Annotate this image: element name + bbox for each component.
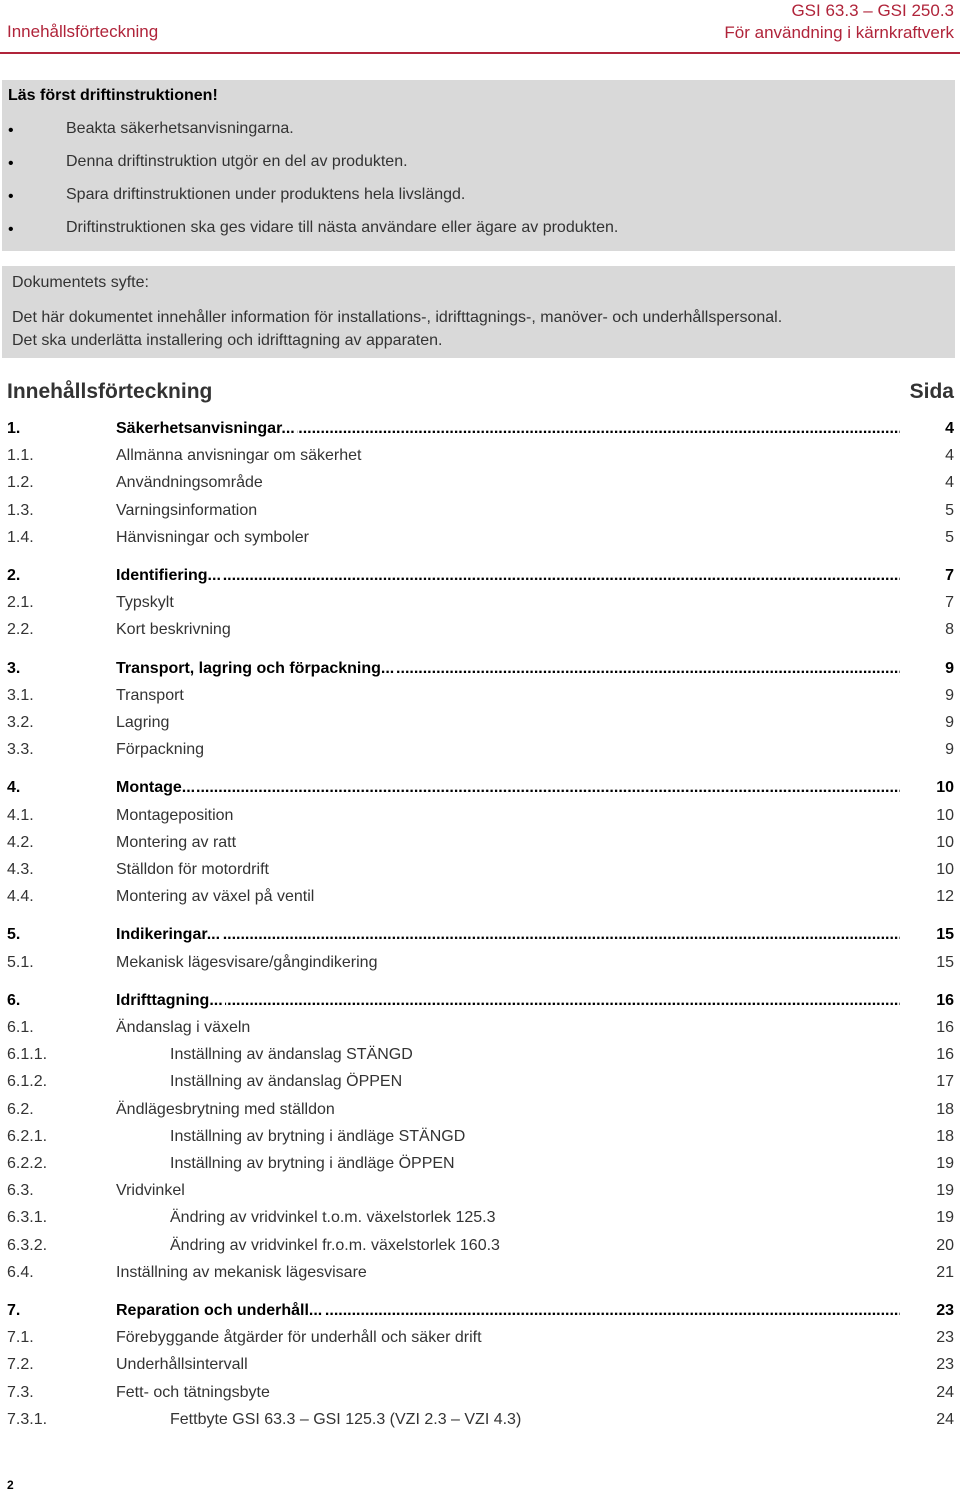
- toc-entry-page: 19: [936, 1182, 954, 1199]
- toc-entry-label: Montage...: [116, 779, 196, 796]
- toc-entry-page: 7: [945, 594, 954, 611]
- toc-entry-number: 5.1.: [7, 954, 34, 971]
- toc-entry-label: Inställning av ändanslag STÄNGD: [170, 1046, 413, 1063]
- toc-entry-label: Ändlägesbrytning med ställdon: [116, 1101, 335, 1118]
- toc-chapter-row[interactable]: [0, 926, 960, 950]
- toc-entry-row[interactable]: [0, 954, 960, 978]
- toc-entry-row[interactable]: [0, 1101, 960, 1125]
- toc-entry-label: Typskylt: [116, 594, 174, 611]
- toc-entry-label: Reparation och underhåll...: [116, 1302, 323, 1319]
- toc-chapter-row[interactable]: [0, 420, 960, 444]
- purpose-title: Dokumentets syfte:: [12, 274, 149, 291]
- toc-entry-number: 7.1.: [7, 1329, 34, 1346]
- toc-entry-number: 2.: [7, 567, 21, 584]
- read-first-notice: Läs först driftinstruktionen! • Beakta säkerhetsanvisningarna. • Denna driftinstruktion utgör en del av produkten. • Spara driftinstruktionen under produktens hela livslängd. • Driftinstruktionen ska ges vidare till nästa användare eller ägare av produkten.: [2, 80, 955, 251]
- toc-entry-page: 24: [936, 1411, 954, 1428]
- toc-entry-label: Inställning av ändanslag ÖPPEN: [170, 1073, 403, 1090]
- toc-entry-label: Kort beskrivning: [116, 621, 231, 638]
- header-product-info: [724, 0, 954, 44]
- toc-entry-label: Underhållsintervall: [116, 1356, 248, 1373]
- toc-entry-label: Inställning av brytning i ändläge ÖPPEN: [170, 1155, 455, 1172]
- toc-chapter-row[interactable]: [0, 567, 960, 591]
- toc-entry-row[interactable]: [0, 621, 960, 645]
- toc-entry-number: 1.1.: [7, 447, 34, 464]
- bullet-icon: •: [8, 155, 14, 172]
- toc-entry-number: 6.2.2.: [7, 1155, 48, 1172]
- toc-chapter-row[interactable]: [0, 992, 960, 1016]
- notice-title: Läs först driftinstruktionen!: [8, 87, 218, 104]
- toc-entry-label: Montageposition: [116, 807, 234, 824]
- toc-entry-label: Förpackning: [116, 741, 205, 758]
- toc-entry-page: 21: [936, 1264, 954, 1281]
- toc-entry-row[interactable]: [0, 474, 960, 498]
- toc-entry-page: 10: [936, 807, 954, 824]
- toc-entry-number: 7.: [7, 1302, 21, 1319]
- toc-entry-label: Inställning av mekanisk lägesvisare: [116, 1264, 367, 1281]
- toc-entry-page: 15: [936, 926, 954, 943]
- toc-entry-label: Vridvinkel: [116, 1182, 185, 1199]
- toc-entry-page: 20: [936, 1237, 954, 1254]
- toc-entry-label: Montering av ratt: [116, 834, 237, 851]
- toc-entry-row[interactable]: [0, 1384, 960, 1408]
- toc-entry-number: 6.: [7, 992, 21, 1009]
- toc-entry-number: 2.1.: [7, 594, 34, 611]
- page-header: [0, 0, 960, 56]
- toc-entry-label: Säkerhetsanvisningar...: [116, 420, 295, 437]
- toc-chapter-row[interactable]: [0, 779, 960, 803]
- toc-entry-number: 6.1.2.: [7, 1073, 48, 1090]
- toc-entry-number: 1.4.: [7, 529, 34, 546]
- toc-entry-label: Fettbyte GSI 63.3 – GSI 125.3 (VZI 2.3 – VZI 4.3): [170, 1411, 522, 1428]
- toc-entry-label: Varningsinformation: [116, 502, 258, 519]
- toc-entry-label: Hänvisningar och symboler: [116, 529, 309, 546]
- header-application: För användning i kärnkraftverk: [724, 23, 954, 42]
- toc-entry-page: 19: [936, 1155, 954, 1172]
- toc-entry-row[interactable]: [0, 807, 960, 831]
- toc-leader-dots: [116, 926, 900, 944]
- toc-entry-page: 23: [936, 1356, 954, 1373]
- toc-entry-number: 4.2.: [7, 834, 34, 851]
- toc-entry-page: 9: [945, 687, 954, 704]
- toc-entry-page: 18: [936, 1128, 954, 1145]
- toc-entry-label: Ställdon för motordrift: [116, 861, 269, 878]
- toc-entry-page: 8: [945, 621, 954, 638]
- toc-entry-number: 1.3.: [7, 502, 34, 519]
- toc-entry-page: 4: [945, 420, 954, 437]
- toc-entry-page: 10: [936, 779, 954, 796]
- toc-entry-label: Inställning av brytning i ändläge STÄNGD: [170, 1128, 466, 1145]
- toc-leader-dots: [116, 779, 900, 797]
- toc-chapter-row[interactable]: [0, 1302, 960, 1326]
- toc-entry-page: 12: [936, 888, 954, 905]
- toc-entry-row[interactable]: [0, 741, 960, 765]
- toc-entry-number: 1.2.: [7, 474, 34, 491]
- toc-entry-number: 4.3.: [7, 861, 34, 878]
- toc-entry-number: 6.2.1.: [7, 1128, 48, 1145]
- toc-entry-row[interactable]: [0, 529, 960, 553]
- toc-entry-number: 3.3.: [7, 741, 34, 758]
- toc-chapter-row[interactable]: [0, 660, 960, 684]
- toc-entry-page: 4: [945, 447, 954, 464]
- toc-entry-number: 5.: [7, 926, 21, 943]
- toc-entry-label: Transport: [116, 687, 184, 704]
- toc-entry-number: 4.4.: [7, 888, 34, 905]
- bullet-icon: •: [8, 188, 14, 205]
- toc-entry-label: Förebyggande åtgärder för underhåll och säker drift: [116, 1329, 482, 1346]
- toc-leader-dots: [116, 567, 900, 585]
- toc-entry-number: 6.1.: [7, 1019, 34, 1036]
- bullet-icon: •: [8, 122, 14, 139]
- toc-entry-row[interactable]: [0, 1128, 960, 1152]
- toc-entry-number: 4.: [7, 779, 21, 796]
- toc-entry-label: Ändring av vridvinkel t.o.m. växelstorlek 125.3: [170, 1209, 496, 1226]
- toc-entry-label: Användningsområde: [116, 474, 263, 491]
- toc-entry-number: 6.1.1.: [7, 1046, 48, 1063]
- toc-entry-page: 23: [936, 1329, 954, 1346]
- toc-heading: [7, 380, 954, 404]
- toc-entry-number: 6.2.: [7, 1101, 34, 1118]
- toc-entry-label: Lagring: [116, 714, 170, 731]
- toc-entry-row[interactable]: [0, 1046, 960, 1070]
- toc-entry-number: 6.3.1.: [7, 1209, 48, 1226]
- toc-entry-row[interactable]: [0, 1019, 960, 1043]
- toc-entry-row[interactable]: [0, 1073, 960, 1097]
- toc-entry-row[interactable]: [0, 447, 960, 471]
- toc-entry-label: Ändring av vridvinkel fr.o.m. växelstorlek 160.3: [170, 1237, 500, 1254]
- toc-entry-page: 19: [936, 1209, 954, 1226]
- toc-entry-number: 3.2.: [7, 714, 34, 731]
- toc-entry-label: Fett- och tätningsbyte: [116, 1384, 270, 1401]
- toc-title: Innehållsförteckning: [7, 380, 213, 403]
- toc-entry-row[interactable]: [0, 1264, 960, 1288]
- toc-entry-page: 18: [936, 1101, 954, 1118]
- toc-entry-label: Ändanslag i växeln: [116, 1019, 251, 1036]
- purpose-text: Det här dokumentet innehåller information för installations-, idrifttagnings-, manöver- och underhållspersonal. Det ska underlätta installering och idrifttagning av apparaten.: [12, 309, 783, 349]
- toc-entry-page: 24: [936, 1384, 954, 1401]
- toc-entry-row[interactable]: [0, 861, 960, 885]
- toc-entry-number: 1.: [7, 420, 21, 437]
- toc-entry-label: Montering av växel på ventil: [116, 888, 315, 905]
- toc-entry-page: 15: [936, 954, 954, 971]
- toc-entry-number: 2.2.: [7, 621, 34, 638]
- toc-entry-row[interactable]: [0, 1329, 960, 1353]
- toc-entry-number: 3.: [7, 660, 21, 677]
- toc-entry-row[interactable]: [0, 502, 960, 526]
- toc-entry-page: 9: [945, 660, 954, 677]
- toc-entry-number: 6.3.: [7, 1182, 34, 1199]
- toc-entry-number: 4.1.: [7, 807, 34, 824]
- toc-entry-label: Transport, lagring och förpackning...: [116, 660, 395, 677]
- toc-entry-page: 10: [936, 834, 954, 851]
- toc-entry-page: 23: [936, 1302, 954, 1319]
- toc-entry-number: 3.1.: [7, 687, 34, 704]
- toc-entry-row[interactable]: [0, 687, 960, 711]
- toc-entry-page: 9: [945, 714, 954, 731]
- toc-entry-page: 10: [936, 861, 954, 878]
- toc-entry-row[interactable]: [0, 594, 960, 618]
- toc-entry-label: Allmänna anvisningar om säkerhet: [116, 447, 362, 464]
- toc-entry-label: Mekanisk lägesvisare/gångindikering: [116, 954, 378, 971]
- toc-entry-page: 9: [945, 741, 954, 758]
- toc-entry-page: 16: [936, 1019, 954, 1036]
- toc-entry-number: 6.4.: [7, 1264, 34, 1281]
- toc-entry-number: 7.3.1.: [7, 1411, 48, 1428]
- toc-entry-row[interactable]: [0, 1356, 960, 1380]
- toc-entry-row[interactable]: [0, 714, 960, 738]
- toc-entry-row[interactable]: [0, 1411, 960, 1435]
- toc-entry-number: 7.3.: [7, 1384, 34, 1401]
- toc-entry-label: Idrifttagning...: [116, 992, 223, 1009]
- toc-leader-dots: [116, 992, 900, 1010]
- toc-entry-page: 7: [945, 567, 954, 584]
- toc-entry-label: Identifiering...: [116, 567, 221, 584]
- toc-entry-row[interactable]: [0, 834, 960, 858]
- toc-entry-row[interactable]: [0, 888, 960, 912]
- toc-entry-page: 5: [945, 502, 954, 519]
- toc-entry-label: Indikeringar...: [116, 926, 221, 943]
- header-section-title: Innehållsförteckning: [7, 22, 159, 41]
- toc-entry-number: 7.2.: [7, 1356, 34, 1373]
- document-purpose: [2, 266, 955, 358]
- toc-entry-row[interactable]: [0, 1155, 960, 1179]
- toc-entry-page: 16: [936, 992, 954, 1009]
- toc-entry-row[interactable]: [0, 1209, 960, 1233]
- toc-page-heading: Sida: [909, 380, 954, 403]
- toc-entry-page: 16: [936, 1046, 954, 1063]
- toc-entry-row[interactable]: [0, 1237, 960, 1261]
- bullet-icon: •: [8, 221, 14, 238]
- toc-entry-row[interactable]: [0, 1182, 960, 1206]
- page-number: 2: [7, 1478, 14, 1492]
- toc-entry-number: 6.3.2.: [7, 1237, 48, 1254]
- toc-entry-page: 5: [945, 529, 954, 546]
- header-product-range: GSI 63.3 – GSI 250.3: [791, 1, 954, 20]
- toc-entry-page: 4: [945, 474, 954, 491]
- header-divider: [0, 52, 960, 54]
- toc-entry-page: 17: [936, 1073, 954, 1090]
